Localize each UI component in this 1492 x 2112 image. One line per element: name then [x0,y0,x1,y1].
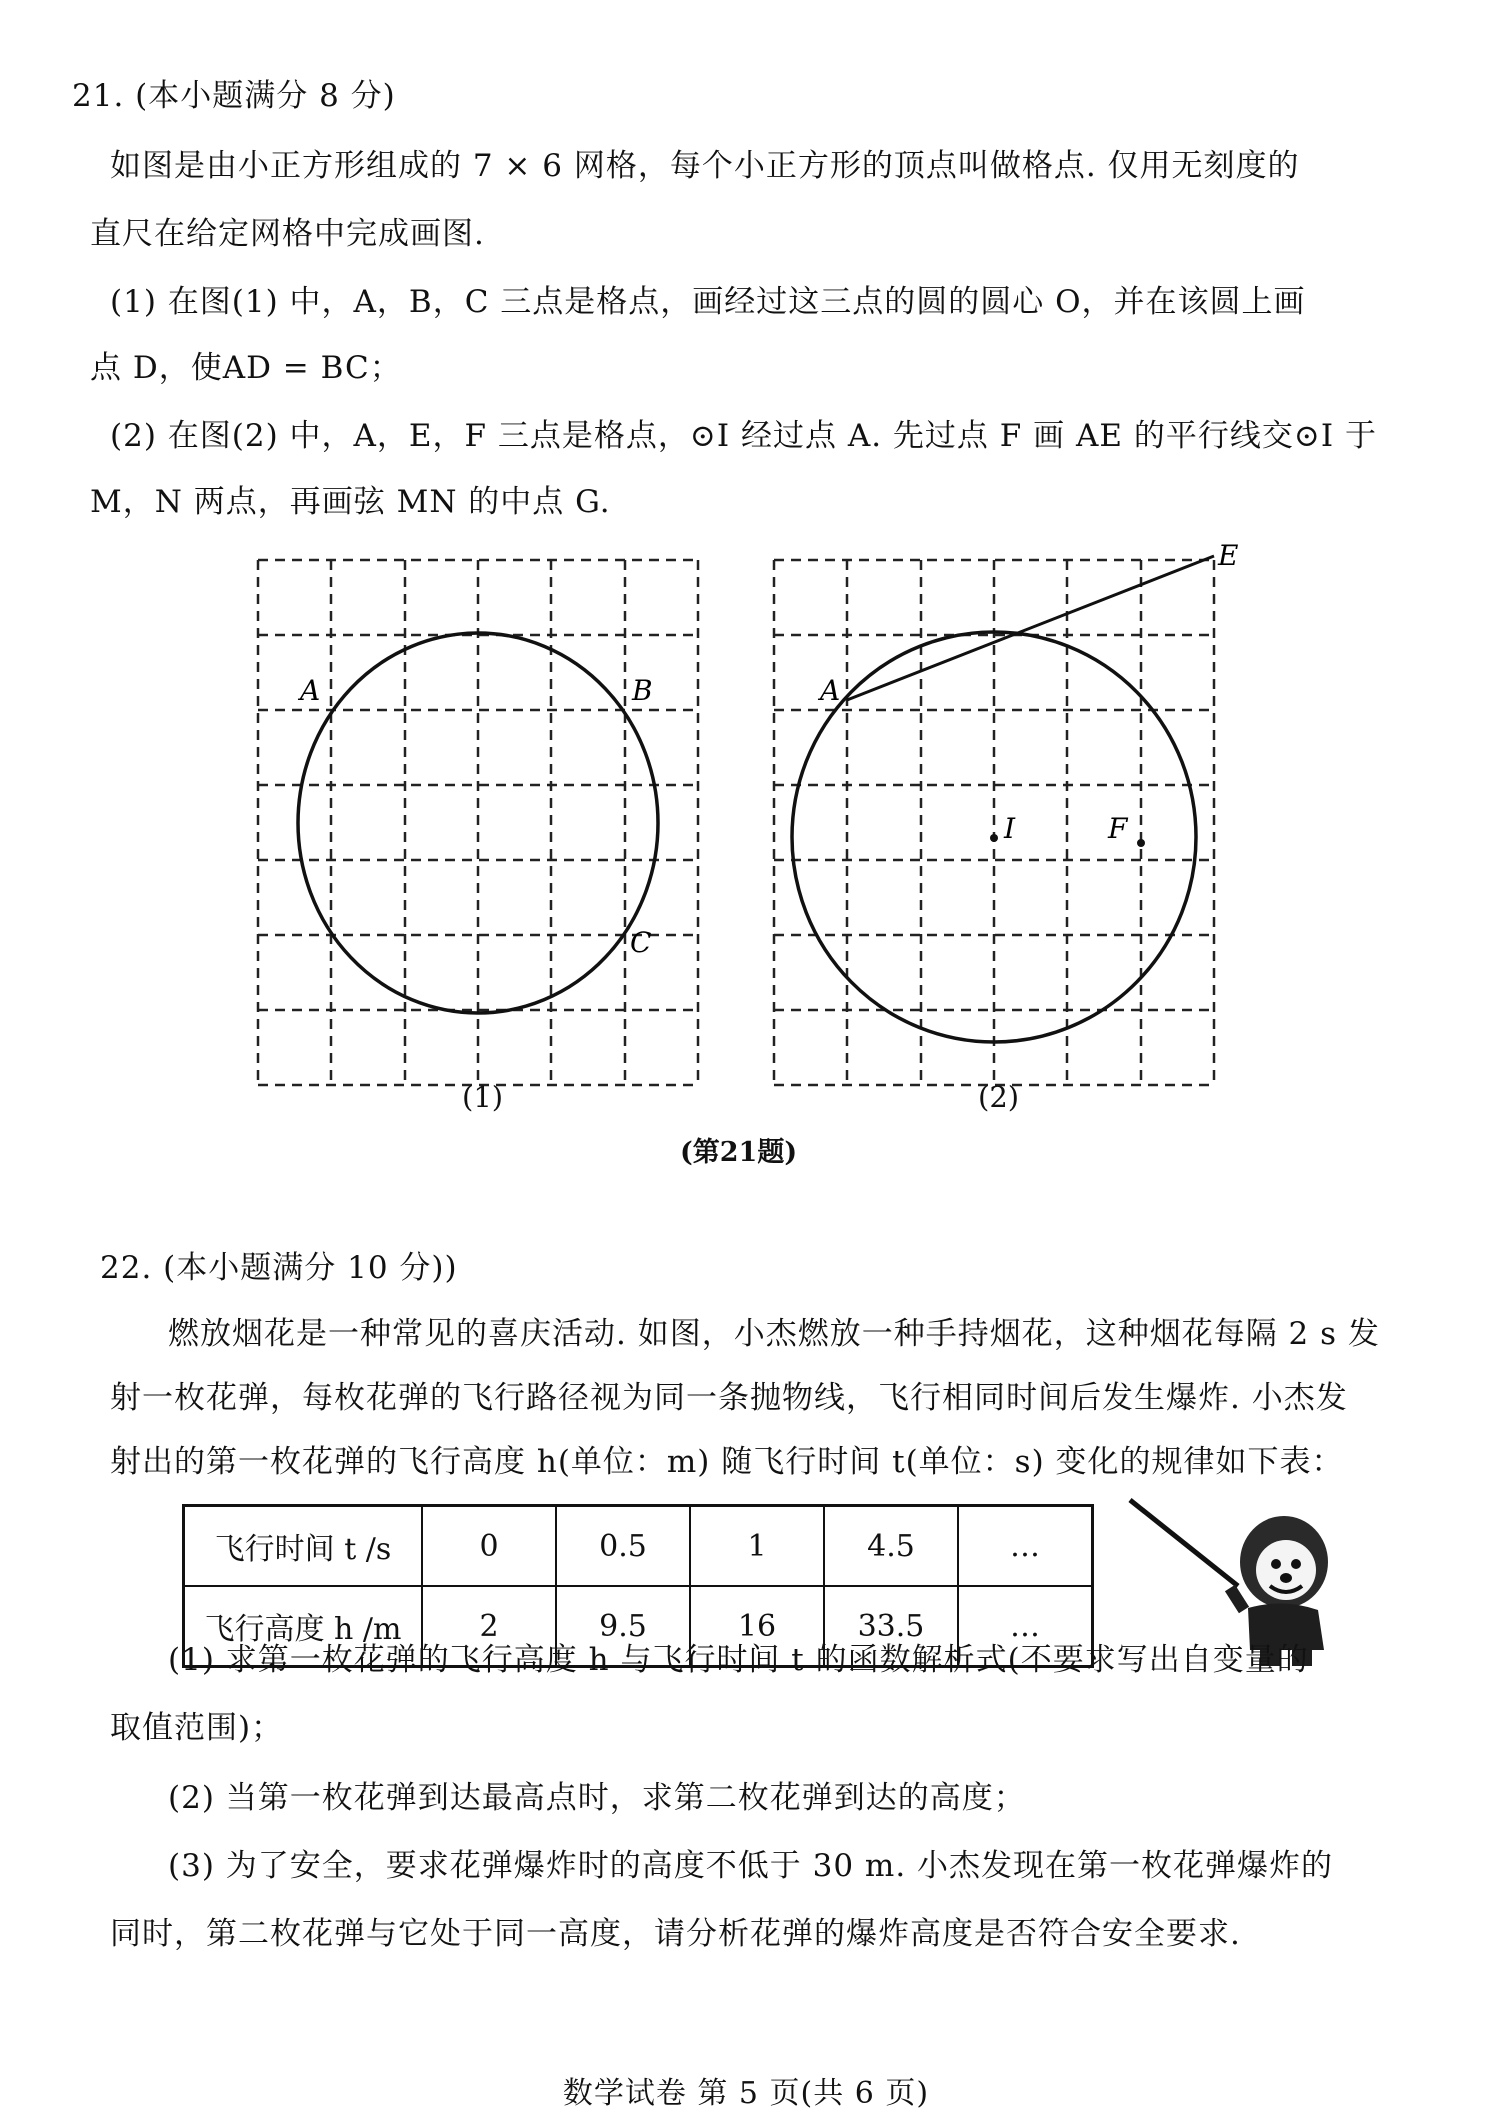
table-cell: 0.5 [556,1506,690,1587]
label-B-fig1: B [632,674,653,707]
page-footer: 数学试卷 第 5 页(共 6 页) [562,2076,930,2111]
q21-part2-line2: M，N 两点，再画弦 MN 的中点 G. [90,484,611,520]
row-header-height: 飞行高度 h /m [184,1586,423,1667]
row-header-time: 飞行时间 t /s [184,1506,423,1587]
table-cell: 16 [690,1586,824,1667]
label-E-fig2: E [1218,540,1239,572]
table-cell: 4.5 [824,1506,958,1587]
label-F-fig2: F [1108,812,1128,845]
table-cell: … [958,1586,1093,1667]
table-cell: 2 [422,1586,556,1667]
q22-part3-line2: 同时，第二枚花弹与它处于同一高度，请分析花弹的爆炸高度是否符合安全要求. [110,1916,1241,1952]
figure1-grid [258,560,698,1085]
q22-intro-line2: 射一枚花弹，每枚花弹的飞行路径视为同一条抛物线，飞行相同时间后发生爆炸. 小杰发 [110,1380,1348,1416]
table-cell: 9.5 [556,1586,690,1667]
q21-figure-caption: (第21题) [680,1137,798,1168]
table-cell: 0 [422,1506,556,1587]
q22-heading: 22. (本小题满分 10 分)) [100,1250,458,1286]
q21-part1-line2: 点 D，使AD = BC； [90,350,402,386]
q22-part2: (2) 当第一枚花弹到达最高点时，求第二枚花弹到达的高度； [168,1780,1026,1816]
segment-AE [847,556,1214,700]
q21-figures [0,540,1492,1160]
figure1-caption: (1) [462,1080,504,1114]
table-cell: 33.5 [824,1586,958,1667]
label-A-fig2: A [820,674,841,707]
point-F [1137,839,1145,847]
label-I-fig2: I [1004,812,1016,845]
q22-part1-line1: (1) 求第一枚花弹的飞行高度 h 与飞行时间 t 的函数解析式(不要求写出自变量的 [168,1642,1309,1678]
q21-part1-line1: (1) 在图(1) 中，A，B，C 三点是格点，画经过这三点的圆的圆心 O，并在该圆上画 [110,284,1306,320]
label-C-fig1: C [630,926,652,959]
table-cell: … [958,1506,1093,1587]
figure2-grid [774,560,1214,1085]
table-row [184,1506,1093,1587]
label-A-fig1: A [300,674,321,707]
q22-part1-line2: 取值范围)； [110,1710,284,1746]
q21-part2-line1: (2) 在图(2) 中，A，E，F 三点是格点，⊙I 经过点 A. 先过点 F 画 AE 的平行线交⊙I 于 [110,418,1377,454]
figure2-caption: (2) [978,1080,1020,1114]
q21-intro-line2: 直尺在给定网格中完成画图. [90,216,485,252]
q21-heading: 21. (本小题满分 8 分) [72,78,396,114]
q21-intro-line1: 如图是由小正方形组成的 7 × 6 网格，每个小正方形的顶点叫做格点. 仅用无刻度的 [110,148,1300,184]
q22-intro-line3: 射出的第一枚花弹的飞行高度 h(单位：m) 随飞行时间 t(单位：s) 变化的规律如下表： [110,1444,1344,1480]
table-cell: 1 [690,1506,824,1587]
q22-intro-line1: 燃放烟花是一种常见的喜庆活动. 如图，小杰燃放一种手持烟花，这种烟花每隔 2 s 发 [168,1316,1380,1352]
q22-part3-line1: (3) 为了安全，要求花弹爆炸时的高度不低于 30 m. 小杰发现在第一枚花弹爆炸的 [168,1848,1334,1884]
point-I [990,834,998,842]
